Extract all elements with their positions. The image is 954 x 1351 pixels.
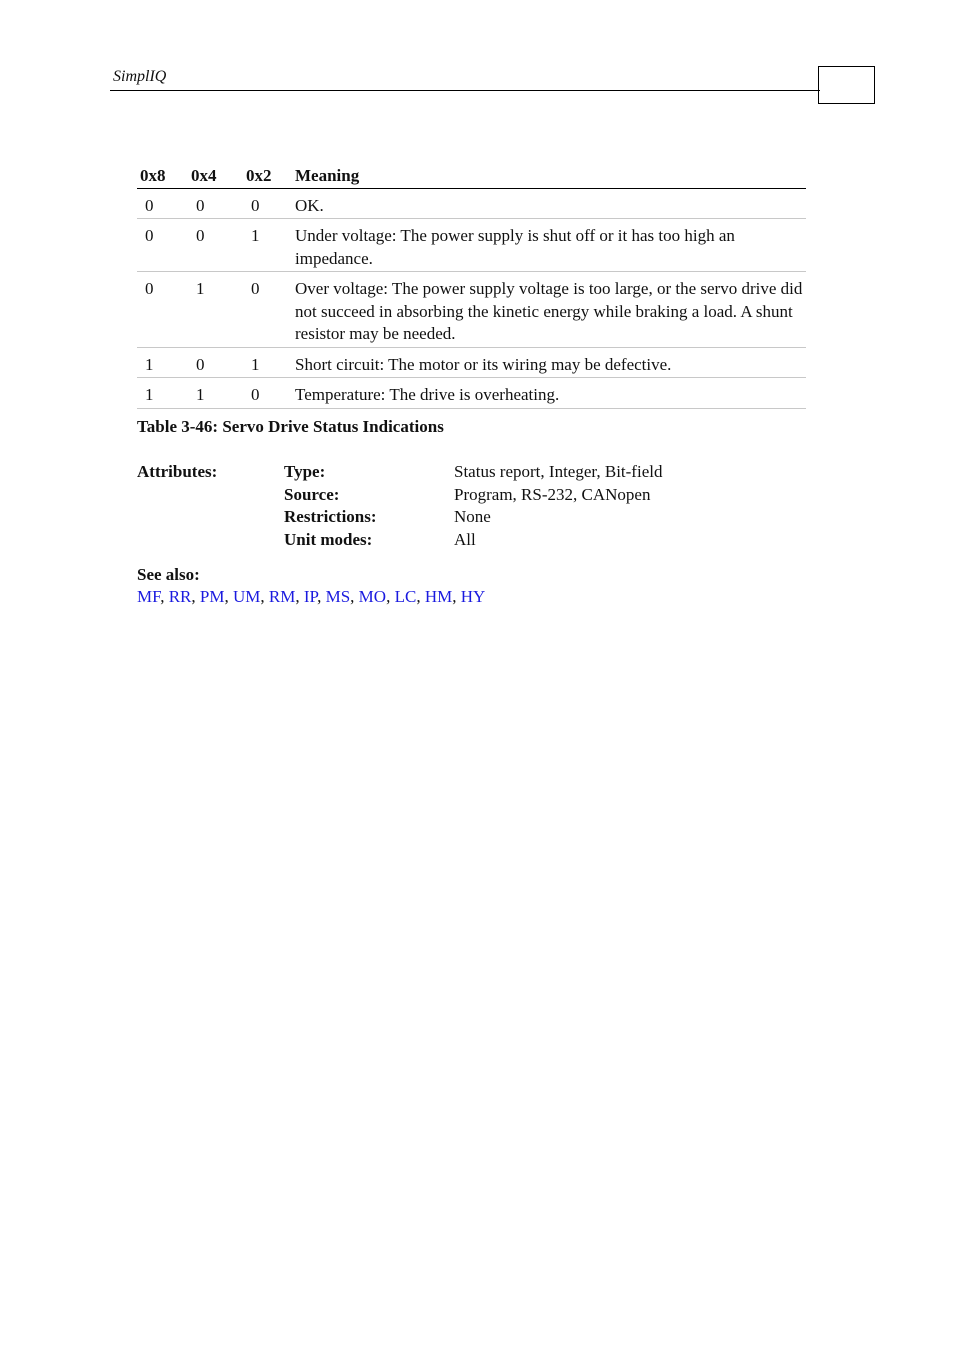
cell-bit-0x8: 1 [137,378,188,409]
link-separator: , [452,587,461,606]
see-also-link-mf[interactable]: MF [137,587,161,606]
attribute-value: Status report, Integer, Bit-field [454,462,663,481]
see-also-link-hy[interactable]: HY [460,587,486,606]
cell-bit-0x8: 0 [137,272,188,348]
link-separator: , [416,587,425,606]
running-header-title: SimplIQ [113,68,167,85]
table-row [137,347,806,378]
see-also-link-hm[interactable]: HM [424,587,453,606]
attribute-value: All [454,529,476,549]
attribute-key: Type: [284,462,326,481]
cell-meaning: Under voltage: The power supply is shut off or it has too high an impedance. [292,219,806,272]
status-table [137,165,806,409]
cell-bit-0x2: 1 [243,347,292,378]
header-rule [110,90,820,91]
attribute-value: None [454,507,491,526]
header-meaning: Meaning [292,165,806,188]
cell-bit-0x4: 1 [188,378,243,409]
table-row [137,272,806,348]
cell-meaning: OK. [292,188,806,219]
see-also-links [137,586,485,608]
link-separator: , [350,587,359,606]
see-also-label: See also: [137,565,200,584]
link-separator: , [224,587,233,606]
see-also-link-rr[interactable]: RR [168,587,192,606]
cell-meaning: Over voltage: The power supply voltage is too large, or the servo drive did not succeed in absorbing the kinetic energy while braking a load. A shunt resistor may be needed. [292,272,806,348]
cell-bit-0x4: 1 [188,272,243,348]
attribute-key: Unit modes: [284,529,373,549]
page-number-box [818,66,875,104]
cell-bit-0x4: 0 [188,219,243,272]
table-header-row [137,165,806,188]
see-also-link-ip[interactable]: IP [303,587,318,606]
attribute-value: Program, RS-232, CANopen [454,484,651,504]
attributes-label: Attributes: [137,462,218,481]
header-0x2: 0x2 [243,165,292,188]
header-0x8: 0x8 [137,165,188,188]
attribute-key: Source: [284,484,340,504]
see-also-link-ms[interactable]: MS [325,587,351,606]
cell-bit-0x2: 0 [243,188,292,219]
cell-bit-0x8: 1 [137,347,188,378]
see-also-link-pm[interactable]: PM [199,587,225,606]
see-also-link-rm[interactable]: RM [268,587,296,606]
see-also-link-um[interactable]: UM [232,587,261,606]
table-caption: Table 3-46: Servo Drive Status Indications [137,417,444,436]
see-also-link-mo[interactable]: MO [358,587,387,606]
table-row [137,378,806,409]
link-separator: , [191,587,200,606]
cell-meaning: Temperature: The drive is overheating. [292,378,806,409]
link-separator: , [317,587,326,606]
table-row [137,219,806,272]
link-separator: , [295,587,304,606]
link-separator: , [160,587,169,606]
cell-bit-0x2: 1 [243,219,292,272]
table-row [137,188,806,219]
cell-bit-0x4: 0 [188,347,243,378]
link-separator: , [260,587,269,606]
cell-bit-0x4: 0 [188,188,243,219]
attribute-key: Restrictions: [284,507,377,526]
cell-bit-0x2: 0 [243,272,292,348]
cell-meaning: Short circuit: The motor or its wiring may be defective. [292,347,806,378]
link-separator: , [386,587,395,606]
see-also-link-lc[interactable]: LC [394,587,417,606]
cell-bit-0x2: 0 [243,378,292,409]
cell-bit-0x8: 0 [137,219,188,272]
cell-bit-0x8: 0 [137,188,188,219]
header-0x4: 0x4 [188,165,243,188]
